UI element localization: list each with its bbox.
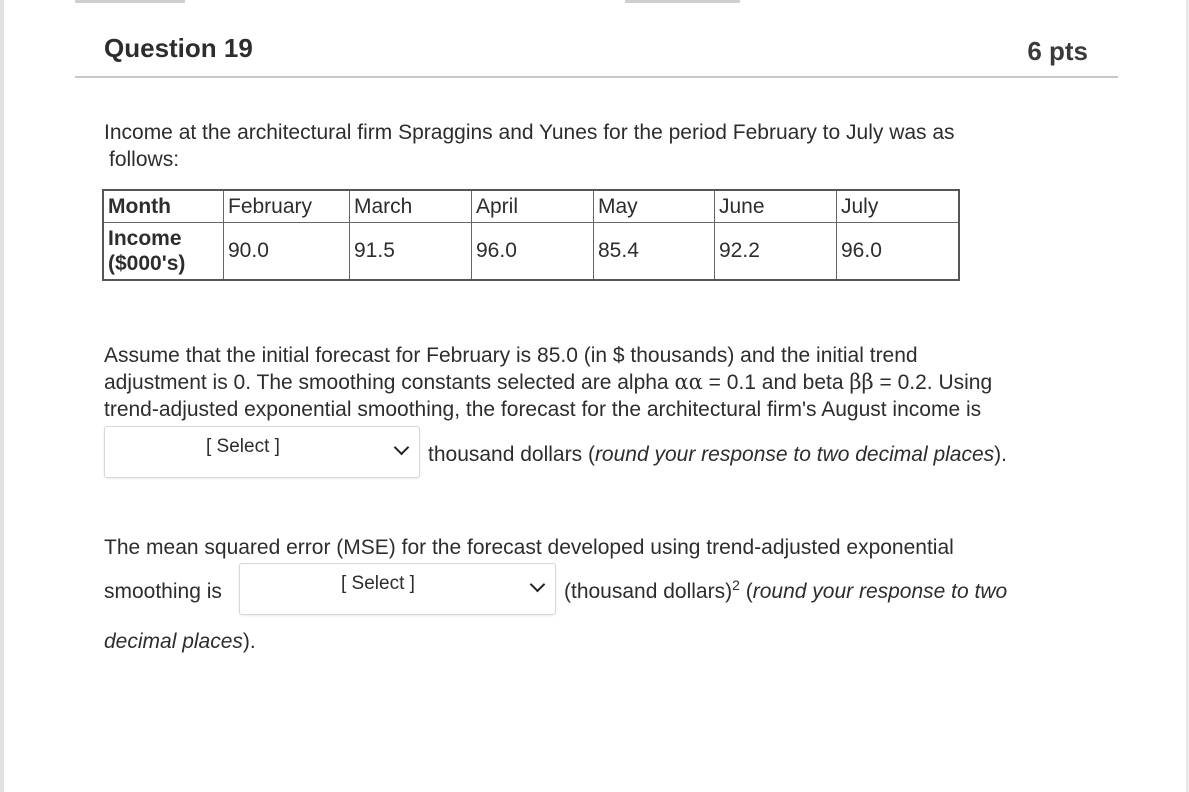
unit-text: thousand dollars ( bbox=[428, 443, 595, 466]
sentence-end: ). bbox=[242, 630, 256, 653]
chevron-down-icon bbox=[394, 440, 410, 456]
income-cell: 90.0 bbox=[224, 223, 350, 281]
assumption-paragraph bbox=[104, 342, 1104, 423]
mse-before-select: smoothing is bbox=[104, 580, 222, 603]
assumption-line: Assume that the initial forecast for February is 85.0 (in $ thousands) and the initial trend bbox=[104, 344, 918, 367]
rounding-instruction: round your response to two bbox=[752, 580, 1008, 603]
intro-line: Income at the architectural firm Spraggins and Yunes for the period February to July was as bbox=[104, 121, 955, 144]
month-cell: March bbox=[350, 190, 472, 223]
income-cell: 91.5 bbox=[350, 223, 472, 281]
mse-select[interactable] bbox=[239, 563, 556, 615]
income-cell: 96.0 bbox=[472, 223, 594, 281]
rounding-instruction: round your response to two decimal places bbox=[594, 443, 995, 466]
mse-select-value: [ Select ] bbox=[341, 573, 415, 594]
assumption-text: = 0.2. Using bbox=[873, 371, 993, 394]
question-points: 6 pts bbox=[1027, 36, 1088, 66]
intro-line: follows: bbox=[109, 148, 180, 171]
mse-line: The mean squared error (MSE) for the forecast developed using trend-adjusted exponential bbox=[104, 536, 954, 559]
header-divider bbox=[75, 76, 1118, 78]
left-edge-shadow bbox=[0, 0, 4, 792]
month-cell: July bbox=[837, 190, 960, 223]
question-title: Question 19 bbox=[104, 33, 253, 63]
alpha-symbol: αα bbox=[674, 370, 703, 394]
month-header-cell: Month bbox=[103, 190, 224, 223]
intro-paragraph bbox=[104, 119, 1064, 173]
income-header-cell bbox=[103, 223, 224, 281]
month-cell: February bbox=[224, 190, 350, 223]
income-cell: 85.4 bbox=[594, 223, 715, 281]
unit-text: (thousand dollars) bbox=[564, 580, 733, 603]
income-table bbox=[102, 189, 960, 281]
top-edge-mark bbox=[625, 0, 740, 3]
income-header-text: Income bbox=[108, 227, 182, 250]
sentence-end: ). bbox=[994, 443, 1007, 466]
chevron-down-icon bbox=[530, 577, 546, 593]
table-row-months bbox=[103, 190, 959, 223]
income-cell: 92.2 bbox=[715, 223, 837, 281]
superscript-two: 2 bbox=[732, 577, 740, 593]
forecast-unit-text bbox=[428, 443, 1007, 467]
assumption-line bbox=[104, 369, 1104, 396]
income-cell: 96.0 bbox=[837, 223, 960, 281]
forecast-select[interactable] bbox=[104, 426, 420, 478]
month-cell: April bbox=[472, 190, 594, 223]
top-edge-mark bbox=[75, 0, 185, 3]
mse-unit-text: (thousand dollars)$^2$ (round your response to two bbox=[564, 577, 1008, 603]
month-cell: May bbox=[594, 190, 715, 223]
forecast-select-value: [ Select ] bbox=[206, 436, 280, 457]
mse-line-end bbox=[104, 630, 256, 654]
mse-paragraph bbox=[104, 534, 1104, 561]
assumption-text: = 0.1 and beta bbox=[702, 371, 850, 394]
income-header-unit: ($000's) bbox=[108, 252, 186, 275]
assumption-line: trend-adjusted exponential smoothing, the forecast for the architectural firm's August income is bbox=[104, 398, 982, 421]
rounding-instruction-end: decimal places bbox=[104, 630, 243, 653]
assumption-text: adjustment is 0. The smoothing constants selected are alpha bbox=[104, 371, 675, 394]
month-cell: June bbox=[715, 190, 837, 223]
beta-symbol: ββ bbox=[849, 370, 874, 394]
table-row-income bbox=[103, 223, 959, 281]
